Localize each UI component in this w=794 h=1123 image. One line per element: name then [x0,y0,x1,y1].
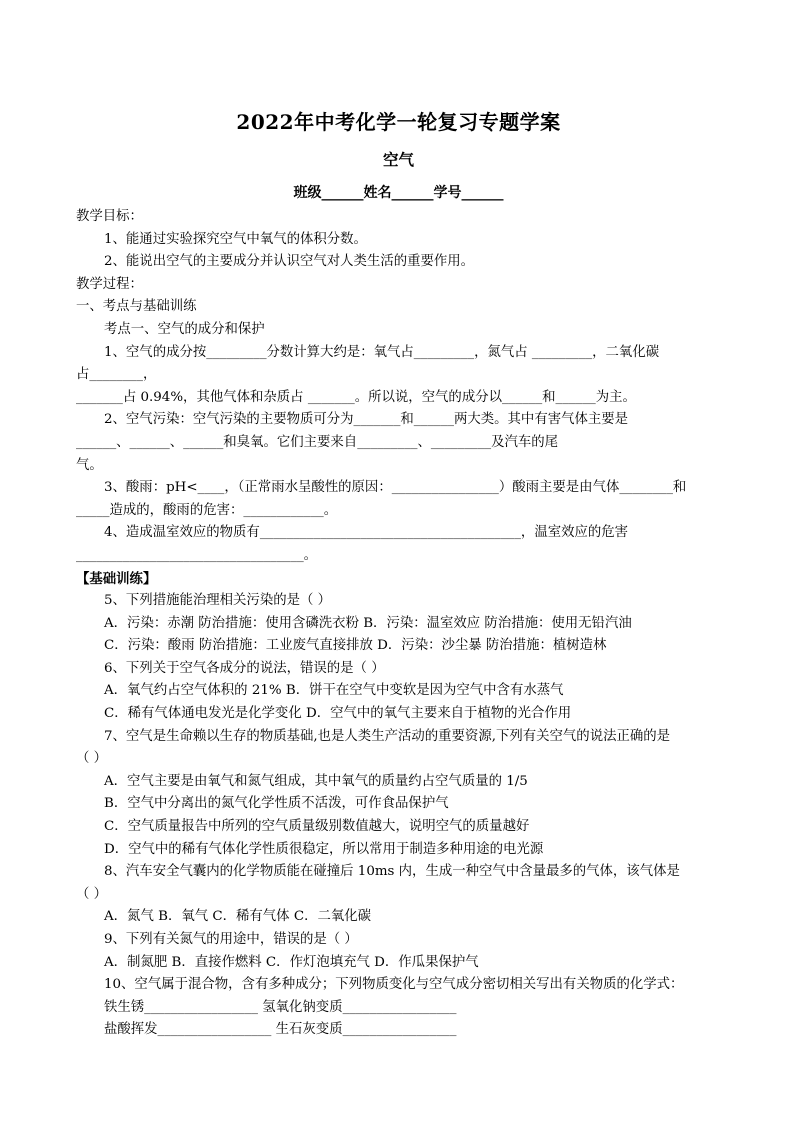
question-line: 4、造成温室效应的物质有_______________________________________，温室效应的危害 [104,525,629,541]
section-heading: 教学过程： [76,276,143,292]
worksheet-body [76,206,721,1042]
question-stem: 8、汽车安全气囊内的化学物质能在碰撞后 10ms 内，生成一种空气中含量最多的气体，该气体是 [104,864,680,880]
goal-item: 2、能说出空气的主要成分并认识空气对人类生活的重要作用。 [104,254,475,270]
option-line: C．空气质量报告中所列的空气质量级别数值越大，说明空气的质量越好 [104,819,530,835]
question-line: 3、酸雨：pH<____，（正常雨水呈酸性的原因：________________）酸雨主要是由气体________和 [104,480,687,496]
question-stem: 10、空气属于混合物，含有多种成分；下列物质变化与空气成分密切相关写出有关物质的化学式： [104,977,684,993]
option-line: A．制氮肥 B．直接作燃料 C．作灯泡填充气 D．作瓜果保护气 [104,954,479,970]
class-name-number-line: 班级______姓名______学号______ [293,185,504,201]
section-heading: 【基础训练】 [76,570,157,587]
option-line: A．空气主要是由氧气和氮气组成，其中氧气的质量约占空气质量的 1/5 [104,773,528,789]
question-stem: 6、下列关于空气各成分的说法，错误的是（ ） [104,660,385,676]
option-line: A．氮气 B．氧气 C．稀有气体 C．二氧化碳 [104,909,372,925]
option-line: D．空气中的稀有气体化学性质很稳定，所以常用于制造多种用途的电光源 [104,841,544,857]
question-line: _____造成的，酸雨的危害：____________。 [76,502,338,518]
question-line: __________________________________。 [76,547,318,563]
question-line: ______、______、______和臭氧。它们主要来自_________、_________及汽车的尾 [76,434,559,450]
option-line: A．污染：赤潮 防治措施：使用含磷洗衣粉 B．污染：温室效应 防治措施：使用无铅汽油 [104,615,632,631]
topic-heading: 考点一、空气的成分和保护 [104,321,265,337]
page-subtitle: 空气 [382,150,414,169]
option-line: C．污染：酸雨 防治措施：工业废气直接排放 D．污染：沙尘暴 防治措施：植树造林 [104,638,607,654]
question-line: 气。 [76,457,103,473]
answer-line: 铁生锈_________________ 氢氧化钠变质_________________ [104,999,457,1015]
goal-item: 1、能通过实验探究空气中氧气的体积分数。 [104,231,367,247]
page-title: 2022年中考化学一轮复习专题学案 [236,110,561,134]
section-heading: 教学目标： [76,209,143,224]
option-line: C．稀有气体通电发光是化学变化 D．空气中的氧气主要来自于植物的光合作用 [104,706,572,722]
question-line: 1、空气的成分按_________分数计算大约是：氧气占_________，氮气占 _________，二氧化碳 [104,344,660,360]
question-line: _______占 0.94%，其他气体和杂质占 _______。所以说，空气的成分以______和______为主。 [76,389,636,405]
option-line: B．空气中分离出的氮气化学性质不活泼，可作食品保护气 [104,796,449,812]
answer-line: 盐酸挥发_________________ 生石灰变质_________________ [104,1022,457,1038]
question-line: 2、空气污染：空气污染的主要物质可分为_______和______两大类。其中有害气体主要是 [104,412,629,428]
question-stem: （ ） [76,751,108,767]
question-stem: 9、下列有关氮气的用途中，错误的是（ ） [104,932,358,947]
section-heading: 一、考点与基础训练 [76,299,197,315]
question-stem: 7、空气是生命赖以生存的物质基础,也是人类生产活动的重要资源,下列有关空气的说法正确的是 [104,728,671,744]
question-stem: （ ） [76,886,108,902]
question-line: 占________， [76,367,157,383]
question-stem: 5、下列措施能治理相关污染的是（ ） [104,593,332,609]
option-line: A．氧气约占空气体积的 21% B．饼干在空气中变软是因为空气中含有水蒸气 [104,683,564,699]
